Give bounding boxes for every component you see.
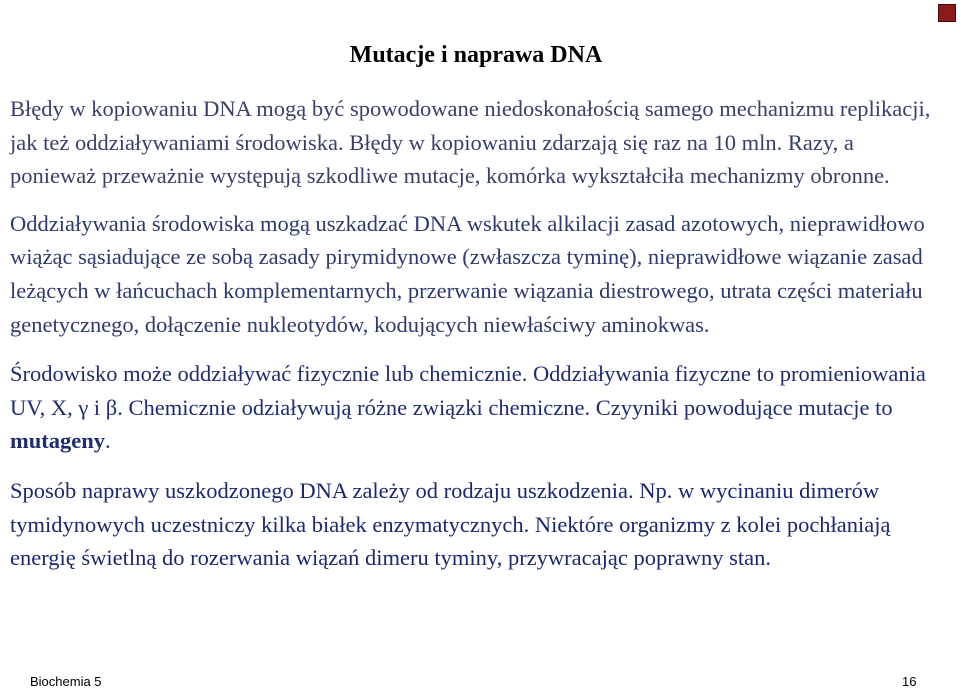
paragraph-dna-repair: Sposób naprawy uszkodzonego DNA zależy od rodzaju uszkodzenia. Np. w wycinaniu dimerów tymidynowych uczestniczy kilka białek enzymatycznych. Niektóre organizmy z kolei pochłaniają energię świetlną do rozerwania wiązań dimeru tyminy, przywracając poprawny stan. (10, 477, 891, 571)
paragraph-environmental-damage: Oddziaływania środowiska mogą uszkadzać DNA wskutek alkilacji zasad azotowych, nieprawidłowo wiążąc sąsiadujące ze sobą zasady pirymidynowe (zwłaszcza tyminę), nieprawidłowe wiązanie zasad leżących w łańcuchach komplementarnych, przerwanie wiązania diestrowego, utrata części materiału genetycznego, dołączenie nukleotydów, kodujących niewłaściwy aminokwas. (10, 210, 925, 337)
paragraph-mutagens (10, 357, 940, 458)
mutagens-period: . (105, 428, 111, 454)
corner-decoration (938, 4, 956, 22)
footer-page-number: 16 (902, 674, 917, 689)
mutagens-term: mutageny (10, 428, 105, 454)
slide-content (10, 92, 940, 575)
paragraph-replication-errors: Błędy w kopiowaniu DNA mogą być spowodowane niedoskonałością samego mechanizmu replikacji, jak też oddziaływaniami środowiska. Błędy w kopiowaniu zdarzają się raz na 10 mln. Razy, a ponieważ przeważnie występują szkodliwe mutacje, komórka wykształciła mechanizmy obronne. (10, 96, 931, 189)
footer-course-name: Biochemia 5 (30, 674, 102, 689)
mutagens-text: Środowisko może oddziaływać fizycznie lub chemicznie. Oddziaływania fizyczne to promieniowania UV, X, γ i β. Chemicznie odziaływują różne związki chemiczne. Czyyniki powodujące mutacje to (10, 361, 926, 420)
slide-title: Mutacje i naprawa DNA (349, 42, 603, 68)
